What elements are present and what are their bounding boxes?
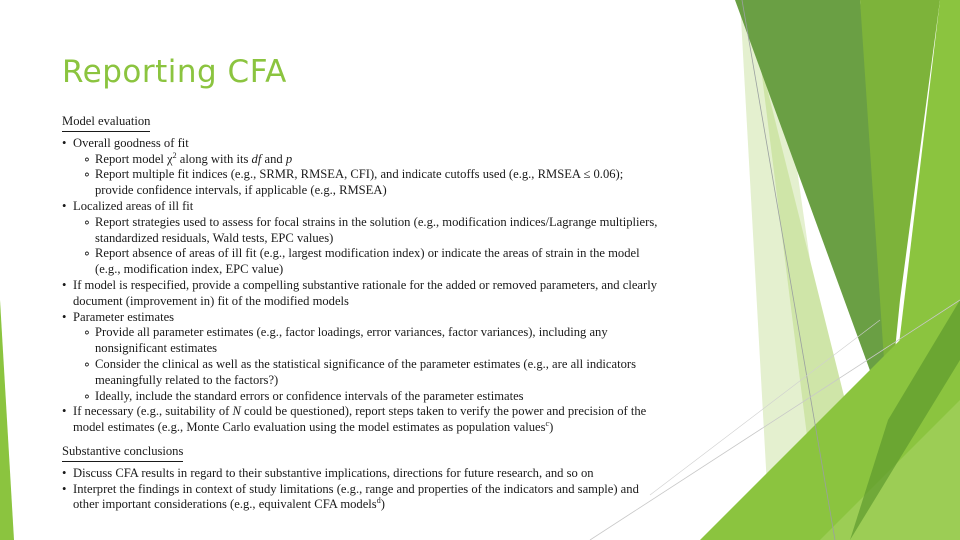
sub-list <box>73 215 662 278</box>
slide-content <box>62 114 662 513</box>
model-evaluation-list <box>62 136 662 436</box>
section-heading-model-evaluation: Model evaluation <box>62 114 150 132</box>
list-item: • Overall goodness of fit ∘ Report model $\chi^2$ along with its df and p ∘ Report multiple fit indices (e.g., SRMR, RMSEA, CFI), and indicate cutoffs used (e.g., RMSEA ≤ 0.06); provide confidence intervals, if applicable (e.g., RMSEA) <box>62 136 662 199</box>
slide-title: Reporting CFA <box>62 54 287 90</box>
list-item: • Parameter estimates ∘ Provide all parameter estimates (e.g., factor loadings, error variances, factor variances), including any nonsignificant estimates ∘ Consider the clinical as well as the statistical significance of the parameter estimates (e.g., are all indicators meaningfully related to the factors?) ∘ Ideally, include the standard errors or confidence intervals of the parameter estimates <box>62 310 662 405</box>
list-item: ∘ Report model $\chi^2$ along with its df and p <box>73 152 662 168</box>
list-item: ∘ Provide all parameter estimates (e.g., factor loadings, error variances, factor variances), including any nonsignificant estimates <box>73 325 662 357</box>
list-item: • Discuss CFA results in regard to their substantive implications, directions for future research, and so on <box>62 466 662 482</box>
list-item: • Interpret the findings in context of study limitations (e.g., range and properties of the indicators and sample) and other important considerations (e.g., equivalent CFA models$^d$) <box>62 482 662 514</box>
list-item: ∘ Consider the clinical as well as the statistical significance of the parameter estimates (e.g., are all indicators meaningfully related to the factors?) <box>73 357 662 389</box>
list-item: ∘ Report multiple fit indices (e.g., SRMR, RMSEA, CFI), and indicate cutoffs used (e.g., RMSEA ≤ 0.06); provide confidence intervals, if applicable (e.g., RMSEA) <box>73 167 662 199</box>
list-item: ∘ Report absence of areas of ill fit (e.g., largest modification index) or indicate the areas of strain in the model (e.g., modification index, EPC value) <box>73 246 662 278</box>
sub-list <box>73 325 662 404</box>
list-item: ∘ Report strategies used to assess for focal strains in the solution (e.g., modification indices/Lagrange multipliers, standardized residuals, Wald tests, EPC values) <box>73 215 662 247</box>
list-item: ∘ Ideally, include the standard errors or confidence intervals of the parameter estimates <box>73 389 662 405</box>
left-edge-accent <box>0 300 14 540</box>
list-item: • If necessary (e.g., suitability of N could be questioned), report steps taken to verify the power and precision of the model estimates (e.g., Monte Carlo evaluation using the model estimates as population values$^c$) <box>62 404 662 436</box>
sub-list <box>73 152 662 199</box>
list-item: • Localized areas of ill fit ∘ Report strategies used to assess for focal strains in the solution (e.g., modification indices/Lagrange multipliers, standardized residuals, Wald tests, EPC values) ∘ Report absence of areas of ill fit (e.g., largest modification index) or indicate the areas of strain in the model (e.g., modification index, EPC value) <box>62 199 662 278</box>
substantive-conclusions-list <box>62 466 662 513</box>
section-heading-substantive-conclusions: Substantive conclusions <box>62 444 183 462</box>
list-item: • If model is respecified, provide a compelling substantive rationale for the added or removed parameters, and clearly document (improvement in) fit of the modified models <box>62 278 662 310</box>
